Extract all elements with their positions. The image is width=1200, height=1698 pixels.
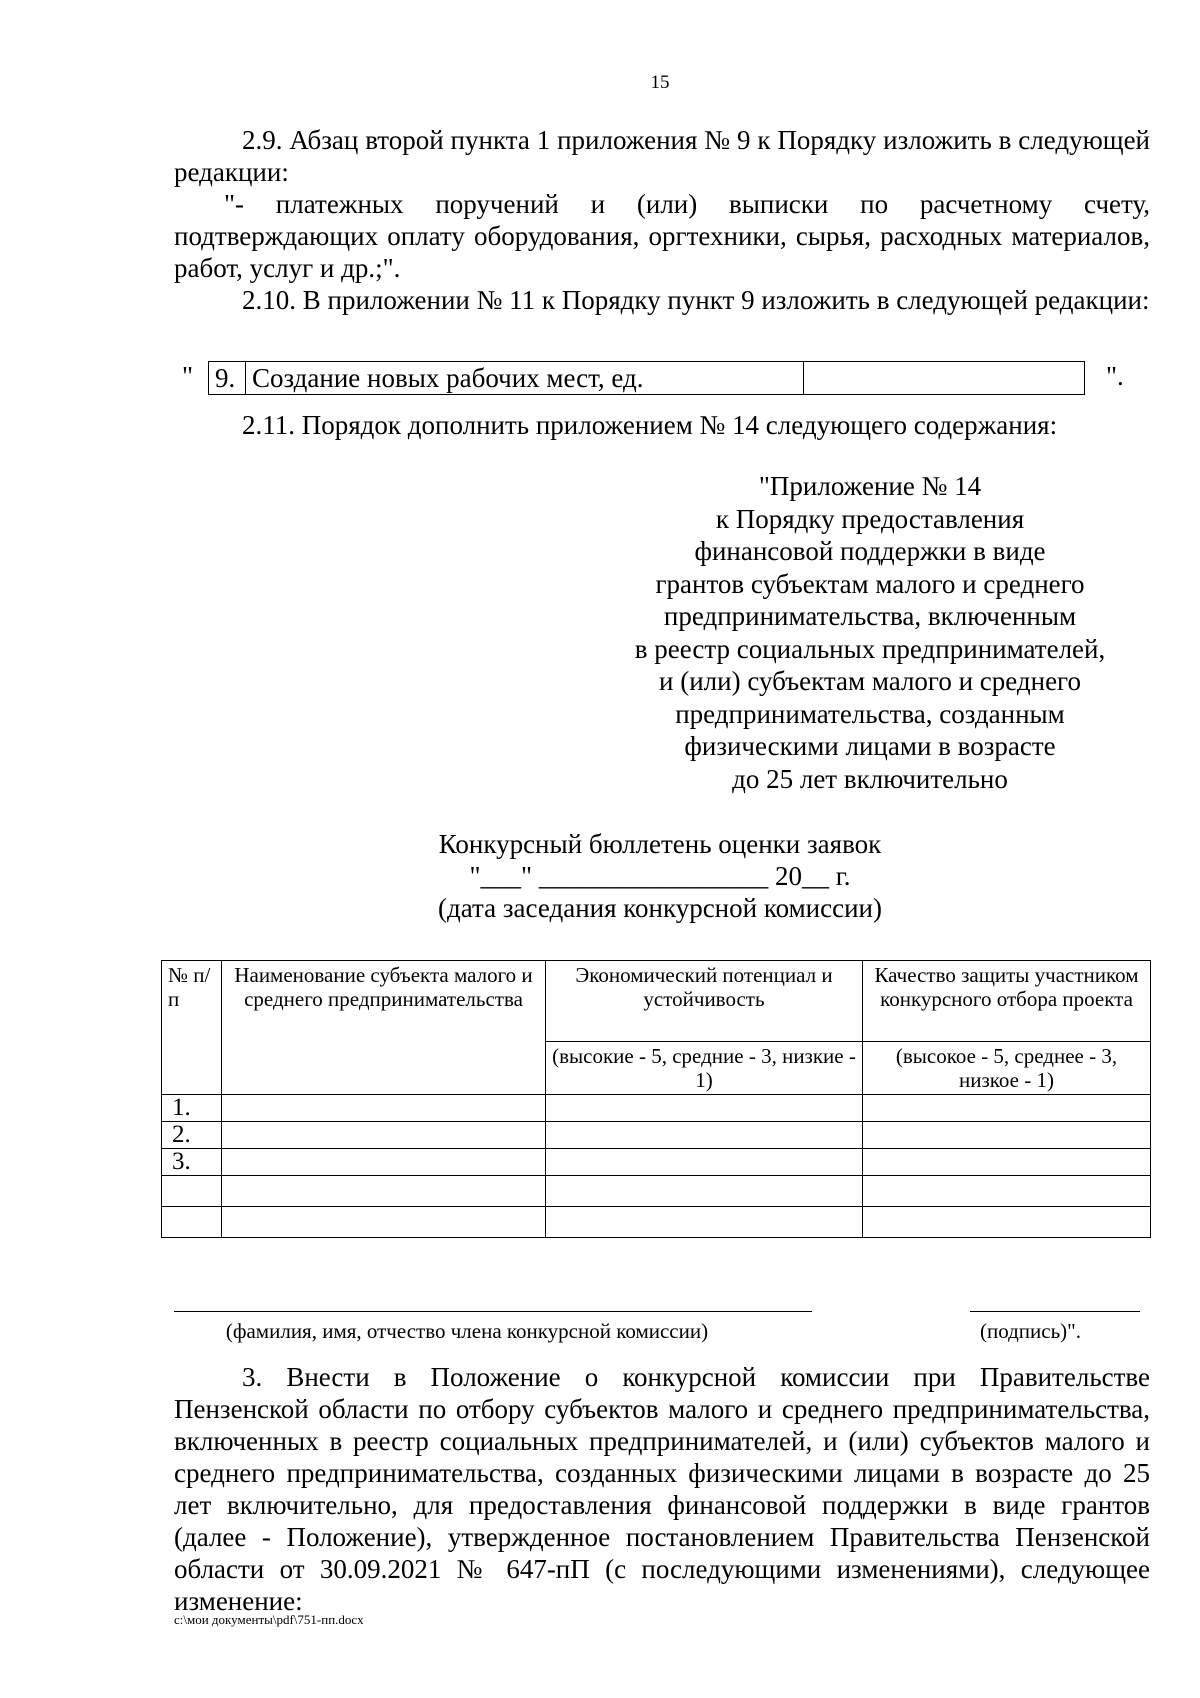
appendix-line: физическими лицами в возрасте — [684, 731, 1056, 761]
file-path-footer: c:\мои документы\pdf\751-пп.docx — [174, 1612, 364, 1627]
bulletin-date-line: "___" _________________ 20__ г. — [469, 861, 851, 891]
open-quote: " — [182, 361, 194, 391]
signature-line — [970, 1311, 1140, 1312]
name-signature-line — [174, 1311, 812, 1312]
item-9-table — [208, 361, 1085, 395]
table-cell — [546, 1095, 863, 1122]
table-cell — [863, 1095, 1151, 1122]
item-9-number: 9. — [209, 362, 246, 395]
table-cell — [222, 1176, 546, 1207]
table-row-number: 3. — [162, 1149, 222, 1176]
appendix-line: предпринимательства, созданным — [675, 698, 1065, 729]
appendix-header — [560, 470, 1180, 795]
close-quote: ". — [1106, 361, 1124, 391]
scale-economic: (высокие - 5, средние - 3, низкие - 1) — [546, 1042, 863, 1095]
item-9-value — [804, 362, 1085, 395]
bulletin-heading — [350, 828, 970, 924]
appendix-line: "Приложение № 14 — [758, 471, 982, 501]
table-cell — [162, 1207, 222, 1238]
table-cell — [222, 1207, 546, 1238]
bulletin-title: Конкурсный бюллетень оценки заявок — [438, 829, 882, 859]
appendix-line: предпринимательства, включенным — [663, 601, 1077, 631]
table-cell — [863, 1207, 1151, 1238]
table-cell — [222, 1122, 546, 1149]
table-cell — [546, 1176, 863, 1207]
appendix-line: грантов субъектам малого и среднего — [655, 568, 1085, 599]
score-table — [161, 960, 1151, 1238]
paragraph-3-text: 3. Внести в Положение о конкурсной комиссии при Правительстве Пензенской области по отбору субъектов малого и среднего предпринимательства, включенных в реестр социальных предпринимателей, и (или) субъектов малого и среднего предпринимательства, созданных физическими лицами в возрасте до 25 лет включительно, для предоставления финансовой поддержки в виде грантов (далее - Положение), утвержденное постановлением Правительства Пензенской области от 30.09.2021 № 647-пП (с последующими изменениями), следующее изменение: — [174, 1362, 1150, 1616]
table-cell — [546, 1207, 863, 1238]
paragraph-2-9 — [174, 124, 1150, 316]
bulletin-date-caption: (дата заседания конкурсной комиссии) — [438, 893, 882, 923]
item-9-row — [174, 361, 1164, 397]
appendix-line: в реестр социальных предпринимателей, — [634, 633, 1106, 664]
header-number: № п/п — [162, 961, 222, 1095]
header-project-defense: Качество защиты участником конкурсного отбора проекта — [863, 961, 1151, 1042]
page-number: 15 — [650, 72, 670, 93]
appendix-line: финансовой поддержки в виде — [694, 536, 1046, 566]
appendix-line: до 25 лет включительно — [732, 763, 1008, 794]
paragraph-2-11: 2.11. Порядок дополнить приложением № 14 следующего содержания: — [242, 410, 1058, 440]
name-caption: (фамилия, имя, отчество члена конкурсной комиссии) — [225, 1319, 709, 1343]
header-subject-name: Наименование субъекта малого и среднего предпринимательства — [222, 961, 546, 1095]
table-row-number: 2. — [162, 1122, 222, 1149]
table-cell — [162, 1176, 222, 1207]
table-cell — [863, 1149, 1151, 1176]
paragraph-3 — [174, 1361, 1150, 1617]
table-cell — [863, 1176, 1151, 1207]
appendix-line: к Порядку предоставления — [715, 503, 1025, 534]
item-9-text: Создание новых рабочих мест, ед. — [246, 362, 804, 395]
appendix-line: и (или) субъектам малого и среднего — [659, 666, 1081, 696]
paragraph-2-10: 2.10. В приложении № 11 к Порядку пункт 9 изложить в следующей редакции: — [242, 285, 1150, 315]
table-row-number: 1. — [162, 1095, 222, 1122]
table-cell — [546, 1122, 863, 1149]
table-cell — [222, 1095, 546, 1122]
signature-caption: (подпись)". — [980, 1319, 1082, 1343]
table-cell — [546, 1149, 863, 1176]
paragraph-2-9-text: 2.9. Абзац второй пункта 1 приложения № 9 к Порядку изложить в следующей редакции: — [174, 125, 1150, 187]
table-cell — [863, 1122, 1151, 1149]
scale-defense: (высокое - 5, среднее - 3, низкое - 1) — [863, 1042, 1151, 1095]
table-cell — [222, 1149, 546, 1176]
paragraph-2-9-quote: "- платежных поручений и (или) выписки по расчетному счету, подтверждающих оплату оборудования, оргтехники, сырья, расходных материалов, работ, услуг и др.;". — [174, 189, 1150, 283]
header-economic-potential: Экономический потенциал и устойчивость — [546, 961, 863, 1042]
